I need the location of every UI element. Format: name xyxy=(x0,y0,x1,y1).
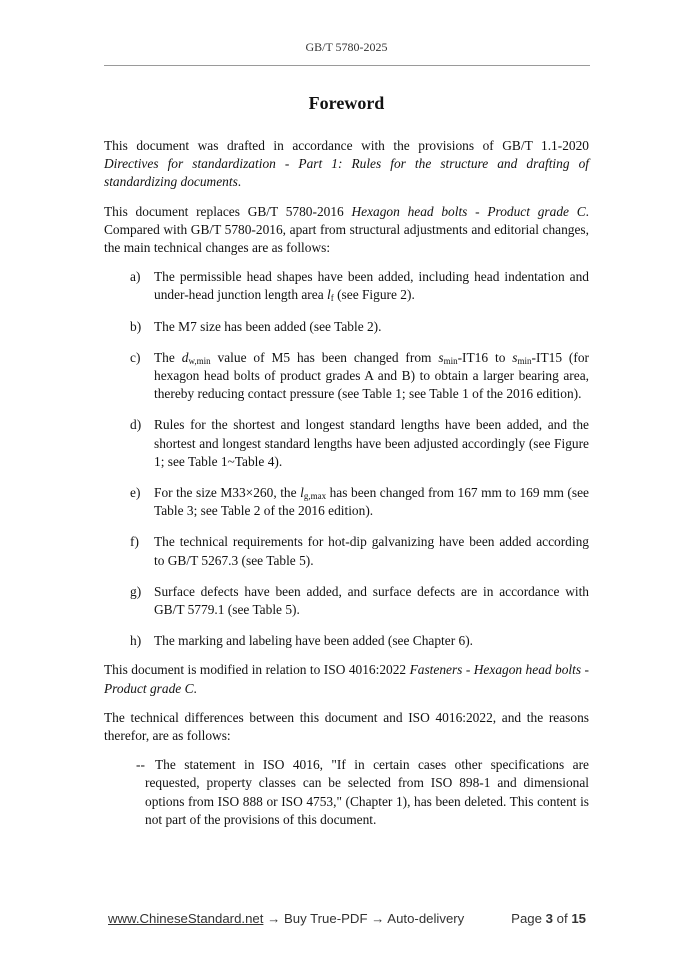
replaced-standard-title: Hexagon head bolts - Product grade C xyxy=(351,203,586,219)
item-label: e) xyxy=(130,485,141,501)
header-rule xyxy=(104,65,590,66)
change-item-e: e) For the size M33×260, the $l_{g,max}$ has been changed from 167 mm to 169 mm (see Table 3; see Table 2 of the 2016 edition). xyxy=(130,485,589,519)
change-item-d: d) Rules for the shortest and longest standard lengths have been added, and the shortest and longest standard lengths have been adjusted accordingly (see Figure 1; see Table 1~Table 4). xyxy=(130,417,589,469)
paragraph-differences: The technical differences between this document and ISO 4016:2022, and the reasons therefor, are as follows: xyxy=(104,709,589,744)
site-link[interactable]: www.ChineseStandard.net xyxy=(108,911,264,926)
change-item-f: f) The technical requirements for hot-dip galvanizing have been added according to GB/T 5267.3 (see Table 5). xyxy=(130,534,589,568)
paragraph-drafting: This document was drafted in accordance with the provisions of GB/T 1.1-2020 Directives for standardization - Part 1: Rules for the structure and drafting of standardizing documents. xyxy=(104,138,589,190)
change-item-c: c) The $d_{w,min}$ value of M5 has been changed from $s_{min}-IT16$ to $s_{min}-IT15$ (for hexagon head bolts of product grades A and B) to obtain a larger bearing area, thereby reducing contact pressure (see Table 1; see Table 1 of the 2016 edition). xyxy=(130,349,589,402)
page-footer xyxy=(108,911,586,931)
item-label: b) xyxy=(130,318,142,334)
total-pages: 15 xyxy=(571,911,586,926)
change-item-h: h) The marking and labeling have been added (see Chapter 6). xyxy=(104,632,589,650)
current-page: 3 xyxy=(545,911,553,926)
item-label: d) xyxy=(130,417,142,433)
item-label: c) xyxy=(130,349,141,365)
change-item-a: a) The permissible head shapes have been added, including head indentation and under-head junction length area $l_f$ (see Figure 2). xyxy=(130,269,589,304)
footer-links xyxy=(108,911,464,926)
difference-item: -- The statement in ISO 4016, "If in certain cases other specifications are requested, property classes can be selected from ISO 898-1 and dimensional options from ISO 888 or ISO 4753," (Chapter 1), has been deleted. This content is not part of the provisions of this document. xyxy=(136,757,589,827)
arrow-right-icon: → xyxy=(267,911,281,926)
page-title: Foreword xyxy=(308,93,385,113)
directive-title: Directives for standardization - Part 1: Rules for the structure and drafting of standardizing documents xyxy=(104,156,589,190)
item-label: h) xyxy=(130,633,142,649)
auto-delivery-text: Auto-delivery xyxy=(387,911,465,926)
change-item-b: b) The M7 size has been added (see Table 2). xyxy=(104,318,589,336)
item-label: f) xyxy=(130,534,139,550)
item-label: g) xyxy=(130,583,142,599)
paragraph-modified: This document is modified in relation to ISO 4016:2022 Fasteners - Hexagon head bolts - Product grade C. xyxy=(104,662,589,696)
page-number: Page 3 of 15 xyxy=(511,911,586,926)
buy-pdf-link[interactable]: Buy True-PDF xyxy=(283,911,368,926)
item-label: a) xyxy=(130,269,141,285)
change-item-g: g) Surface defects have been added, and surface defects are in accordance with GB/T 5779.1 (see Table 5). xyxy=(130,583,589,618)
arrow-right-icon: → xyxy=(371,911,385,926)
paragraph-replaces: This document replaces GB/T 5780-2016 Hexagon head bolts - Product grade C. Compared with GB/T 5780-2016, apart from structural adjustments and editorial changes, the main technical changes are as follows: xyxy=(104,203,589,256)
document-body xyxy=(104,137,589,829)
dash-marker: -- xyxy=(136,757,145,773)
running-header: GB/T 5780-2025 xyxy=(305,40,388,54)
iso-title: Fasteners - Hexagon head bolts - Product grade C xyxy=(104,662,589,696)
